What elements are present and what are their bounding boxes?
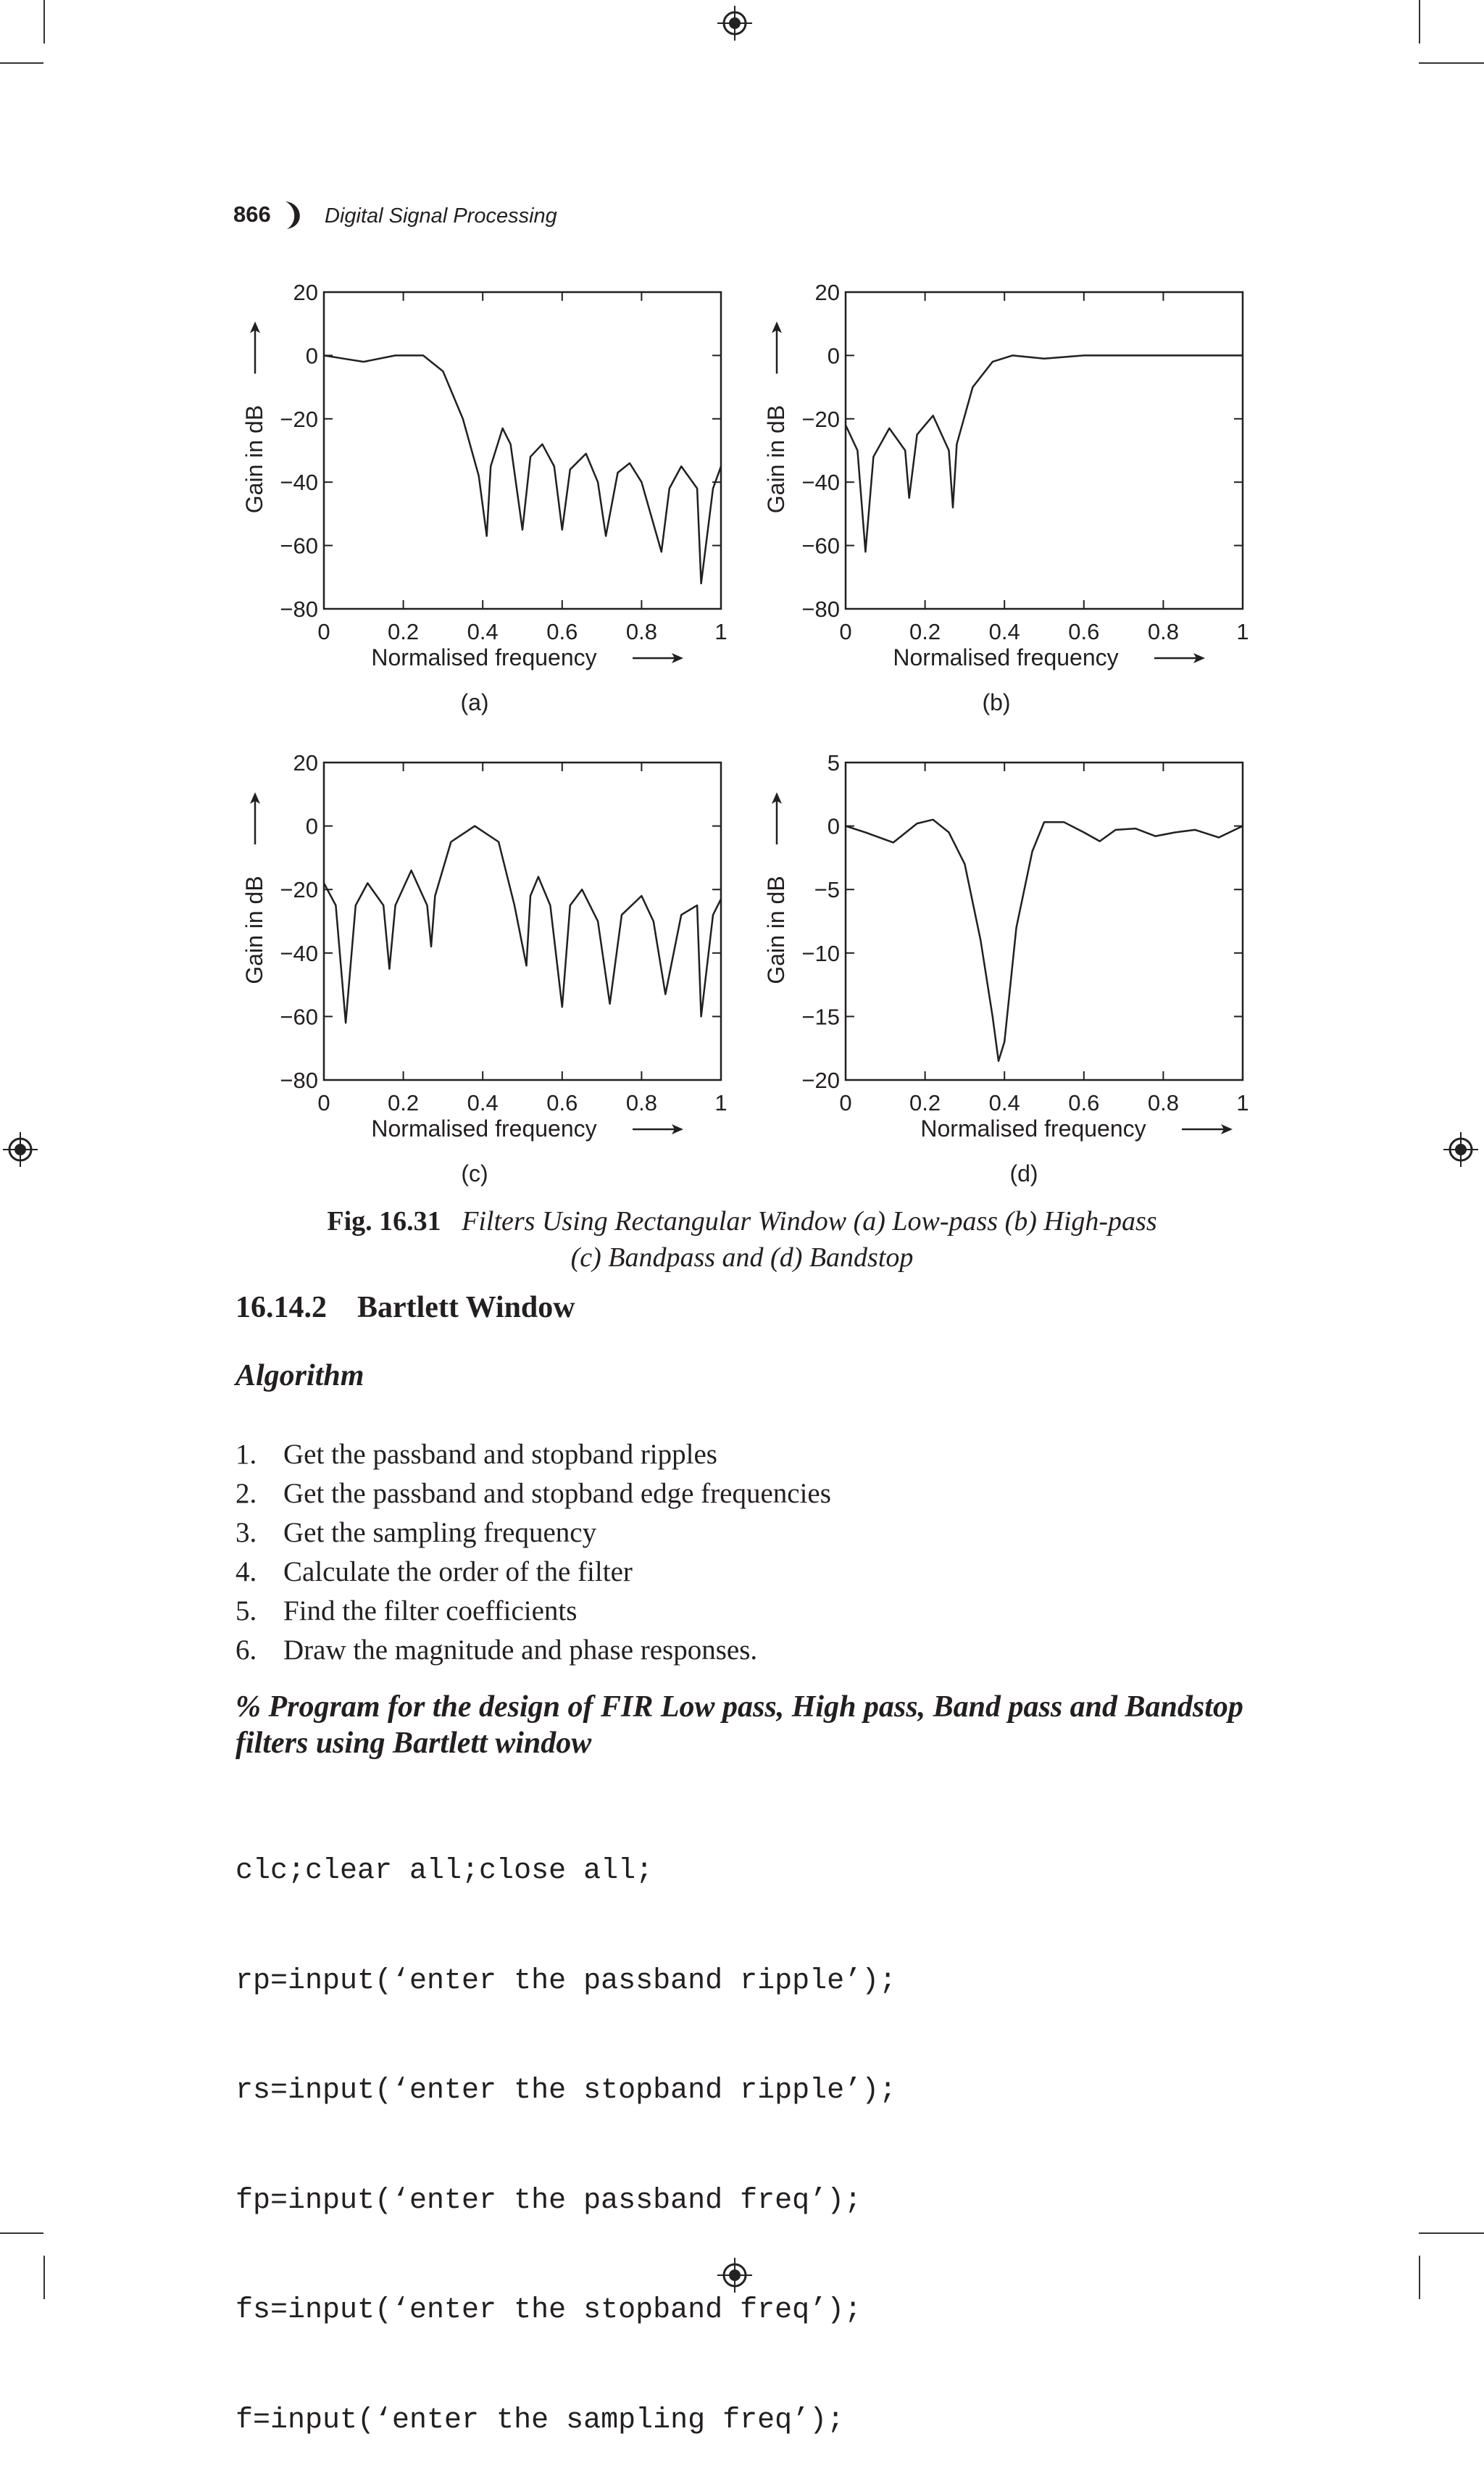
y-tick-label: 20 bbox=[814, 280, 840, 305]
x-tick-label: 0.4 bbox=[988, 619, 1020, 644]
x-tick-label: 0 bbox=[317, 619, 330, 644]
caption-line-1: Filters Using Rectangular Window (a) Low-pass (b) High-pass bbox=[462, 1206, 1157, 1237]
list-item: 6. Draw the magnitude and phase responses. bbox=[235, 1634, 758, 1666]
y-tick-label: −40 bbox=[280, 940, 318, 966]
y-tick-label: −80 bbox=[801, 597, 840, 622]
x-tick-label: 1 bbox=[714, 619, 728, 644]
x-tick-label: 0.4 bbox=[467, 619, 499, 644]
figure-16-31 bbox=[0, 0, 1484, 1203]
list-item: 1. Get the passband and stopband ripples bbox=[235, 1439, 717, 1470]
response-line bbox=[846, 355, 1243, 552]
list-item: 3. Get the sampling frequency bbox=[235, 1517, 597, 1548]
x-tick-label: 0.2 bbox=[909, 619, 941, 644]
response-line bbox=[324, 355, 721, 583]
code-line: clc;clear all;close all; bbox=[235, 1855, 654, 1887]
x-tick-label: 0.2 bbox=[388, 1090, 420, 1116]
panel-label: (d) bbox=[1009, 1160, 1038, 1187]
crop-mark bbox=[1419, 2256, 1420, 2299]
x-tick-label: 0.6 bbox=[546, 1090, 578, 1116]
running-title: Digital Signal Processing bbox=[325, 204, 557, 228]
x-tick-label: 0.8 bbox=[1147, 619, 1179, 644]
y-tick-label: −40 bbox=[280, 470, 318, 496]
y-tick-label: 0 bbox=[305, 813, 318, 839]
x-tick-label: 0.8 bbox=[625, 619, 657, 644]
y-axis-label: Gain in dB bbox=[763, 404, 789, 514]
y-tick-label: 0 bbox=[827, 343, 840, 369]
y-tick-label: −60 bbox=[280, 533, 318, 559]
crop-mark bbox=[0, 2232, 43, 2234]
algorithm-steps bbox=[235, 1435, 831, 1670]
section-heading bbox=[235, 1290, 575, 1325]
x-tick-label: 1 bbox=[1236, 1090, 1249, 1116]
x-tick-label: 1 bbox=[1236, 619, 1249, 644]
panel-label: (a) bbox=[460, 689, 489, 715]
response-line bbox=[324, 826, 721, 1023]
x-tick-label: 0.6 bbox=[1068, 619, 1100, 644]
x-tick-label: 0.8 bbox=[1147, 1090, 1179, 1116]
x-tick-label: 0.4 bbox=[467, 1090, 499, 1116]
section-number: 16.14.2 bbox=[235, 1291, 327, 1324]
code-line: rs=input(‘enter the stopband ripple’); bbox=[235, 2074, 897, 2107]
figure-caption bbox=[0, 1203, 1484, 1276]
crop-mark bbox=[43, 2256, 45, 2299]
section-title: Bartlett Window bbox=[357, 1291, 575, 1324]
caption-line-2: (c) Bandpass and (d) Bandstop bbox=[570, 1242, 914, 1273]
y-tick-label: −40 bbox=[801, 470, 840, 496]
x-tick-label: 0 bbox=[839, 619, 852, 644]
page-number: 866 bbox=[233, 202, 271, 227]
crop-mark bbox=[1419, 2232, 1484, 2234]
y-tick-label: −20 bbox=[280, 406, 318, 432]
y-tick-label: −80 bbox=[280, 1068, 318, 1093]
code-block bbox=[235, 1780, 896, 2476]
x-tick-label: 0 bbox=[317, 1090, 330, 1116]
x-axis-label: Normalised frequency bbox=[893, 644, 1119, 670]
x-tick-label: 0.6 bbox=[546, 619, 578, 644]
y-tick-label: 0 bbox=[305, 343, 318, 369]
y-axis-label: Gain in dB bbox=[241, 404, 267, 514]
caption-label: Fig. 16.31 bbox=[327, 1206, 441, 1237]
code-line: fp=input(‘enter the passband freq’); bbox=[235, 2184, 862, 2217]
y-axis-label: Gain in dB bbox=[763, 876, 789, 984]
x-tick-label: 0 bbox=[839, 1090, 852, 1116]
list-item: 4. Calculate the order of the filter bbox=[235, 1556, 633, 1587]
y-tick-label: −20 bbox=[280, 877, 318, 903]
y-tick-label: −20 bbox=[801, 1068, 840, 1093]
code-line: rp=input(‘enter the passband ripple’); bbox=[235, 1964, 897, 1998]
panel-label: (c) bbox=[461, 1160, 488, 1187]
y-tick-label: −60 bbox=[801, 533, 840, 559]
y-tick-label: −20 bbox=[801, 406, 840, 432]
panel-label: (b) bbox=[982, 689, 1011, 715]
y-tick-label: 5 bbox=[827, 750, 840, 776]
y-tick-label: −80 bbox=[280, 597, 318, 622]
code-line: f=input(‘enter the sampling freq’); bbox=[235, 2404, 845, 2437]
list-item: 2. Get the passband and stopband edge frequencies bbox=[235, 1478, 831, 1509]
algorithm-heading: Algorithm bbox=[235, 1359, 364, 1392]
x-axis-label: Normalised frequency bbox=[371, 644, 597, 670]
y-tick-label: −60 bbox=[280, 1004, 318, 1030]
x-axis-label: Normalised frequency bbox=[920, 1116, 1146, 1142]
x-tick-label: 0.8 bbox=[625, 1090, 657, 1116]
x-tick-label: 1 bbox=[714, 1090, 728, 1116]
x-tick-label: 0.2 bbox=[909, 1090, 941, 1116]
plot-frame bbox=[846, 763, 1243, 1080]
program-heading: % Program for the design of FIR Low pass, High pass, Band pass and Bandstop filters using Bartlett window bbox=[235, 1690, 1243, 1760]
y-tick-label: 0 bbox=[827, 813, 840, 839]
y-tick-label: −5 bbox=[814, 877, 840, 903]
x-axis-label: Normalised frequency bbox=[371, 1116, 597, 1142]
x-tick-label: 0.2 bbox=[388, 619, 420, 644]
y-axis-label: Gain in dB bbox=[241, 876, 267, 984]
x-tick-label: 0.4 bbox=[988, 1090, 1020, 1116]
code-line: fs=input(‘enter the stopband freq’); bbox=[235, 2294, 862, 2327]
plot-frame bbox=[324, 763, 721, 1080]
plot-frame bbox=[324, 292, 721, 609]
y-tick-label: 20 bbox=[293, 750, 318, 776]
y-tick-label: −15 bbox=[801, 1004, 840, 1030]
x-tick-label: 0.6 bbox=[1068, 1090, 1100, 1116]
y-tick-label: −10 bbox=[801, 940, 840, 966]
response-line bbox=[846, 820, 1243, 1061]
list-item: 5. Find the filter coefficients bbox=[235, 1595, 578, 1627]
y-tick-label: 20 bbox=[293, 280, 318, 305]
